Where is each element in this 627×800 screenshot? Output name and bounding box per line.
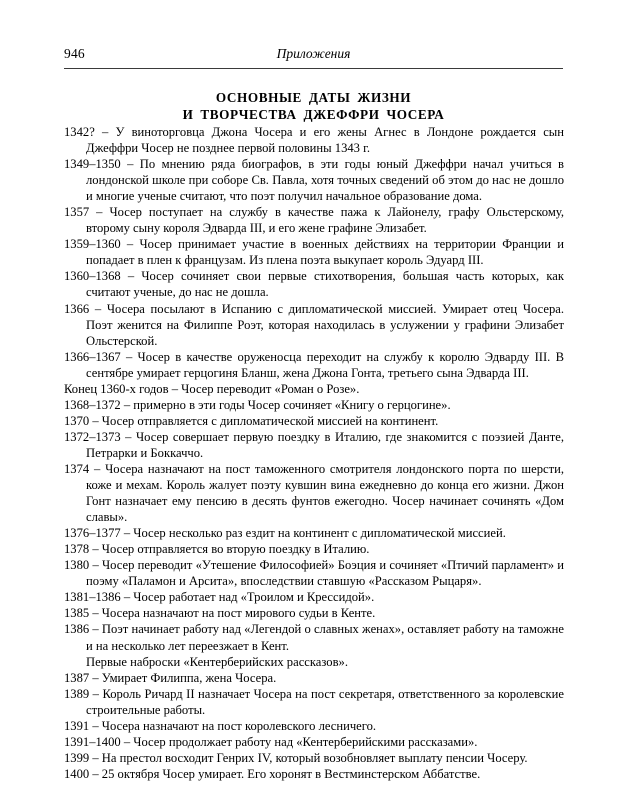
chronology-entry bbox=[64, 349, 564, 381]
chronology-entry bbox=[64, 734, 564, 750]
running-head bbox=[64, 46, 563, 66]
chronology-entry-text: 1399 – На престол восходит Генрих IV, который возобновляет выплату пенсии Чосеру. bbox=[64, 750, 528, 765]
chronology-entry-text: 1374 – Чосера назначают на пост таможенного смотрителя лондонского порта по шерсти, коже и мехам. Король жалует поэту кувшин вина ежедневно до конца его жизни. Джон Гонт назначает ему пенсию в десять фунтов ежегодно. Чосер начинает сочинять «Дом славы». bbox=[64, 461, 564, 525]
chronology-entry-subline: Первые наброски «Кентерберийских рассказов». bbox=[86, 654, 348, 669]
chronology-entry bbox=[64, 236, 564, 268]
chronology-entry bbox=[64, 670, 564, 686]
chronology-entry-text: 1387 – Умирает Филиппа, жена Чосера. bbox=[64, 670, 277, 685]
chronology-entry-text: 1389 – Король Ричард II назначает Чосера на пост секретаря, ответственного за королевские строительные работы. bbox=[64, 686, 564, 717]
chronology-entry-text: Конец 1360-х годов – Чосер переводит «Роман о Розе». bbox=[64, 381, 360, 396]
chronology-entry-text: 1380 – Чосер переводит «Утешение Философией» Боэция и сочиняет «Птичий парламент» и поэму «Паламон и Арсита», впоследствии ставшую «Рассказом Рыцаря». bbox=[64, 558, 564, 589]
chronology-entry-text: 1342? – У виноторговца Джона Чосера и его жены Агнес в Лондоне рождается сын Джеффри Чосер не позднее первой половины 1343 г. bbox=[64, 125, 564, 156]
chronology-entry-text: 1370 – Чосер отправляется с дипломатической миссией на континент. bbox=[64, 413, 439, 428]
chronology-entry-text: 1381–1386 – Чосер работает над «Троилом и Крессидой». bbox=[64, 590, 375, 605]
chronology-entry-text: 1378 – Чосер отправляется во вторую поездку в Италию. bbox=[64, 542, 370, 557]
chronology-entry-text: 1366 – Чосера посылают в Испанию с дипломатической миссией. Умирает отец Чосера. Поэт женится на Филиппе Роэт, которая находилась в услужении у графини Элизабет Ольстерской. bbox=[64, 301, 564, 348]
chronology-entry bbox=[64, 589, 564, 605]
chronology-entry bbox=[64, 605, 564, 621]
chronology-entry bbox=[64, 541, 564, 557]
chronology-entry bbox=[64, 686, 564, 718]
chronology-entry-text: 1385 – Чосера назначают на пост мирового судьи в Кенте. bbox=[64, 606, 376, 621]
chronology-entry bbox=[64, 301, 564, 349]
running-title: Приложения bbox=[276, 46, 351, 61]
chronology-entry-text: 1391–1400 – Чосер продолжает работу над «Кентерберийскими рассказами». bbox=[64, 734, 478, 749]
chronology-entry bbox=[64, 204, 564, 236]
chronology-entry bbox=[64, 397, 564, 413]
chronology-entry bbox=[64, 381, 564, 397]
chronology-entry-text: 1372–1373 – Чосер совершает первую поездку в Италию, где знакомится с поэзией Данте, Петрарки и Боккаччо. bbox=[64, 429, 564, 460]
chronology-entry bbox=[64, 718, 564, 734]
chronology-entry bbox=[64, 124, 564, 156]
chronology-entry bbox=[64, 750, 564, 766]
chronology-entry bbox=[64, 413, 564, 429]
section-title-line-2: И ТВОРЧЕСТВА ДЖЕФФРИ ЧОСЕРА bbox=[182, 106, 445, 122]
section-title-line-1: ОСНОВНЫЕ ДАТЫ ЖИЗНИ bbox=[215, 89, 412, 105]
chronology-entry-text: 1368–1372 – примерно в эти годы Чосер сочиняет «Книгу о герцогине». bbox=[64, 397, 451, 412]
chronology-list bbox=[64, 124, 564, 782]
chronology-entry bbox=[64, 268, 564, 300]
chronology-entry bbox=[64, 766, 564, 782]
chronology-entry bbox=[64, 525, 564, 541]
chronology-entry-text: 1360–1368 – Чосер сочиняет свои первые стихотворения, большая часть которых, как считают ученые, до нас не дошла. bbox=[64, 269, 564, 300]
chronology-entry-text: 1376–1377 – Чосер несколько раз ездит на континент с дипломатической миссией. bbox=[64, 526, 506, 541]
chronology-entry-text: 1357 – Чосер поступает на службу в качестве пажа к Лайонелу, графу Ольстерскому, второму сыну короля Эдварда III, и его жене графине Элизабет. bbox=[64, 205, 564, 236]
header-divider bbox=[64, 68, 563, 69]
chronology-entry-text: 1359–1360 – Чосер принимает участие в военных действиях на территории Франции и попадает в плен к французам. Из плена поэта выкупает король Эдуард III. bbox=[64, 237, 564, 268]
chronology-entry bbox=[64, 461, 564, 525]
chronology-entry-text: 1391 – Чосера назначают на пост королевского лесничего. bbox=[64, 718, 377, 733]
section-title bbox=[64, 89, 563, 123]
chronology-entry bbox=[64, 156, 564, 204]
chronology-entry-text: 1349–1350 – По мнению ряда биографов, в эти годы юный Джеффри начал учиться в лондонской школе при соборе Св. Павла, хотя точных сведений об этом до нас не дошло и многие ученые считают, что поэт получил начальное образование дома. bbox=[64, 157, 564, 204]
chronology-entry-text: 1400 – 25 октября Чосер умирает. Его хоронят в Вестминстерском Аббатстве. bbox=[64, 766, 481, 781]
chronology-entry bbox=[64, 621, 564, 669]
page-number: 946 bbox=[64, 46, 85, 61]
chronology-entry-text: 1386 – Поэт начинает работу над «Легендой о славных женах», оставляет работу на таможне и на несколько лет переезжает в Кент. bbox=[64, 622, 564, 653]
chronology-entry bbox=[64, 557, 564, 589]
chronology-entry bbox=[64, 429, 564, 461]
chronology-entry-text: 1366–1367 – Чосер в качестве оруженосца переходит на службу к королю Эдварду III. В сентябре умирает герцогиня Бланш, жена Джона Гонта, третьего сына Эдварда III. bbox=[64, 349, 564, 380]
